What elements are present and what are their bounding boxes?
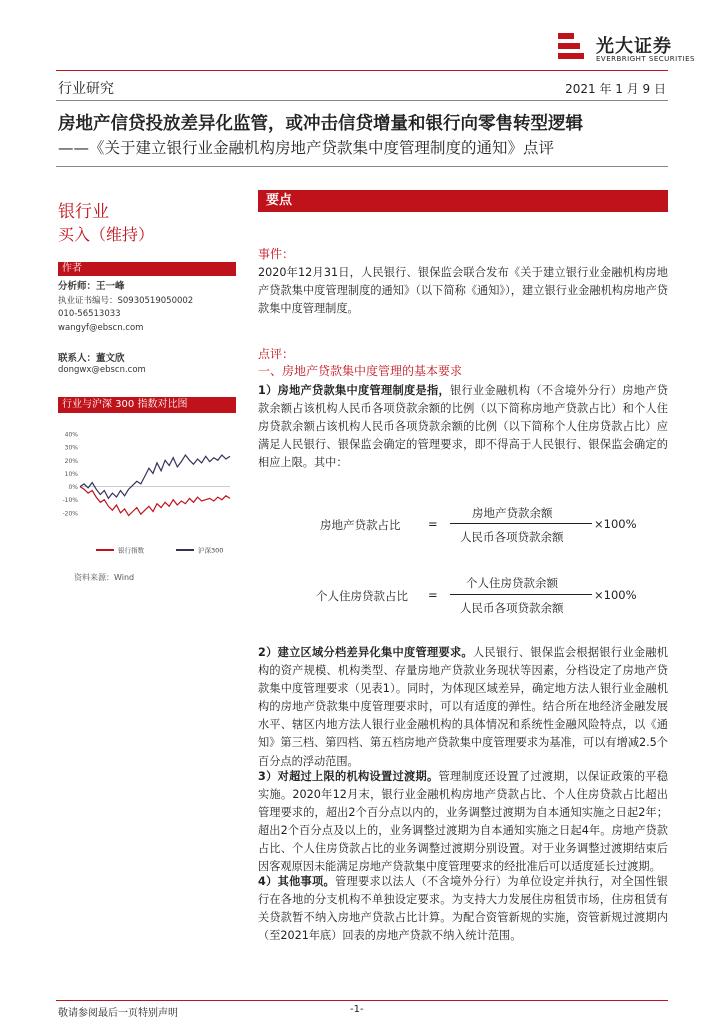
event-label: 事件： <box>258 247 295 261</box>
phone: 010-56513033 <box>58 309 121 319</box>
paragraph-1-body: 银行业金融机构（不含境外分行）房地产贷款余额占该机构人民币各项贷款余额的比例（以下简称房地产贷款占比）和个人住房贷款余额占该机构人民币各项贷款余额的比例（以下简称个人住房贷款占比）应满足人民银行、银保监会确定的管理要求，即不得高于人民银行、银保监会确定的相应上限。其中： <box>258 384 668 470</box>
email-link[interactable]: dongwx@ebscn.com <box>58 365 146 375</box>
logo-mark-icon <box>558 33 584 59</box>
formula-1-times: ×100% <box>594 517 637 531</box>
divider <box>56 100 668 101</box>
paragraph-2 <box>258 644 668 771</box>
series-line-1 <box>80 455 230 498</box>
paragraph-1-lead: 1）房地产贷款集中度管理制度是指， <box>258 384 450 397</box>
formula-2-equals: = <box>428 588 438 602</box>
fraction-line <box>450 523 592 524</box>
formula-2-numerator: 个人住房贷款余额 <box>466 576 558 590</box>
formula-1-numerator: 房地产贷款余额 <box>472 506 553 520</box>
chart-source: 资料来源：Wind <box>74 573 135 582</box>
page-subtitle: ——《关于建立银行业金融机构房地产贷款集中度管理制度的通知》点评 <box>58 139 555 157</box>
formula-1-label: 房地产贷款占比 <box>320 518 401 532</box>
y-tick-label: -20% <box>62 510 78 518</box>
contact-name: 联系人：董文欣 <box>58 353 125 364</box>
legend-label: 沪深300 <box>198 546 224 555</box>
footer-disclaimer: 敬请参阅最后一页特别声明 <box>58 1008 178 1019</box>
formula-1-equals: = <box>428 517 438 531</box>
paragraph-3-lead: 3）对超过上限的机构设置过渡期。 <box>258 770 439 783</box>
logo-english: EVERBRIGHT SECURITIES <box>596 55 695 63</box>
paragraph-2-body: 人民银行、银保监会根据银行业金融机构的资产规模、机构类型、存量房地产贷款业务现状等因素，分档设定了房地产贷款集中度管理要求（见表1）。同时，为体现区域差异，确定地方法人银行业金融机构的房地产贷款集中度管理要求时，可以有适度的弹性。结合所在地经济金融发展水平、辖区内地方法人银行业金融机构的具体情况和系统性金融风险特点，以《通知》第三档、第四档、第五档房地产贷款集中度管理要求为基准，可以有增减2.5个百分点的浮动范围。 <box>258 646 668 768</box>
formula-2-denominator: 人民币各项贷款余额 <box>460 601 564 615</box>
paragraph-4-lead: 4）其他事项。 <box>258 875 336 888</box>
paragraph-2-lead: 2）建立区域分档差异化集中度管理要求。 <box>258 646 473 659</box>
divider <box>56 166 668 167</box>
y-tick-label: 40% <box>64 431 78 439</box>
y-tick-label: 20% <box>64 457 78 465</box>
formula-2-times: ×100% <box>594 588 637 602</box>
rating: 买入（维持） <box>58 225 155 244</box>
report-date: 2021 年 1 月 9 日 <box>565 82 666 96</box>
formula-2-label: 个人住房贷款占比 <box>316 589 408 603</box>
email-link[interactable]: wangyf@ebscn.com <box>58 323 144 333</box>
formula-1-denominator: 人民币各项贷款余额 <box>460 530 564 544</box>
industry-name: 银行业 <box>58 202 109 222</box>
fraction-line <box>450 594 592 595</box>
series-line-0 <box>80 487 230 516</box>
paragraph-1 <box>258 382 668 472</box>
y-tick-label: -10% <box>62 497 78 505</box>
paragraph-4 <box>258 873 668 945</box>
analyst-name: 分析师：王一峰 <box>58 281 125 292</box>
report-type: 行业研究 <box>58 81 114 97</box>
license-number: 执业证书编号：S0930519050002 <box>58 296 194 306</box>
y-tick-label: 0% <box>68 484 78 492</box>
section-heading: 一、房地产贷款集中度管理的基本要求 <box>258 364 463 378</box>
y-tick-label: 30% <box>64 444 78 452</box>
paragraph-3-body: 管理制度还设置了过渡期，以保证政策的平稳实施。2020年12月末，银行业金融机构房地产贷款占比、个人住房贷款占比超出管理要求的，超出2个百分点以内的，业务调整过渡期为自本通知实施之日起2年；超出2个百分点及以上的，业务调整过渡期为自本通知实施之日起4年。房地产贷款占比、个人住房贷款占比的业务调整过渡期分别设置。对于业务调整过渡期结束后因客观原因未能满足房地产贷款集中度管理要求的经批准后可以适度延长过渡期。 <box>258 770 668 874</box>
header-rule <box>56 70 668 71</box>
chart-header: 行业与沪深 300 指数对比图 <box>58 397 236 413</box>
y-tick-label: 10% <box>64 470 78 478</box>
comparison-chart <box>58 426 236 568</box>
page-number: -1- <box>350 1004 364 1015</box>
paragraph-4-body: 管理要求以法人（不含境外分行）为单位设定并执行，对全国性银行在各地的分支机构不单独设定要求。为支持大力发展住房租赁市场，住房租赁有关贷款暂不纳入房地产贷款占比计算。为配合资管新规的实施，资管新规过渡期内（至2021年底）回表的房地产贷款不纳入统计范围。 <box>258 875 668 943</box>
event-text: 2020年12月31日，人民银行、银保监会联合发布《关于建立银行业金融机构房地产贷款集中度管理制度的通知》（以下简称《通知》），建立银行业金融机构房地产贷款集中度管理制度。 <box>258 266 668 316</box>
comment-label: 点评： <box>258 347 295 361</box>
paragraph-3 <box>258 768 668 877</box>
footer-rule <box>56 1000 668 1001</box>
page-title: 房地产信贷投放差异化监管，或冲击信贷增量和银行向零售转型逻辑 <box>58 114 583 134</box>
logo-text: 光大证券 <box>596 36 672 57</box>
keypoints-header: 要点 <box>258 190 668 212</box>
author-header: 作者 <box>58 262 236 276</box>
legend-label: 银行指数 <box>118 546 144 555</box>
